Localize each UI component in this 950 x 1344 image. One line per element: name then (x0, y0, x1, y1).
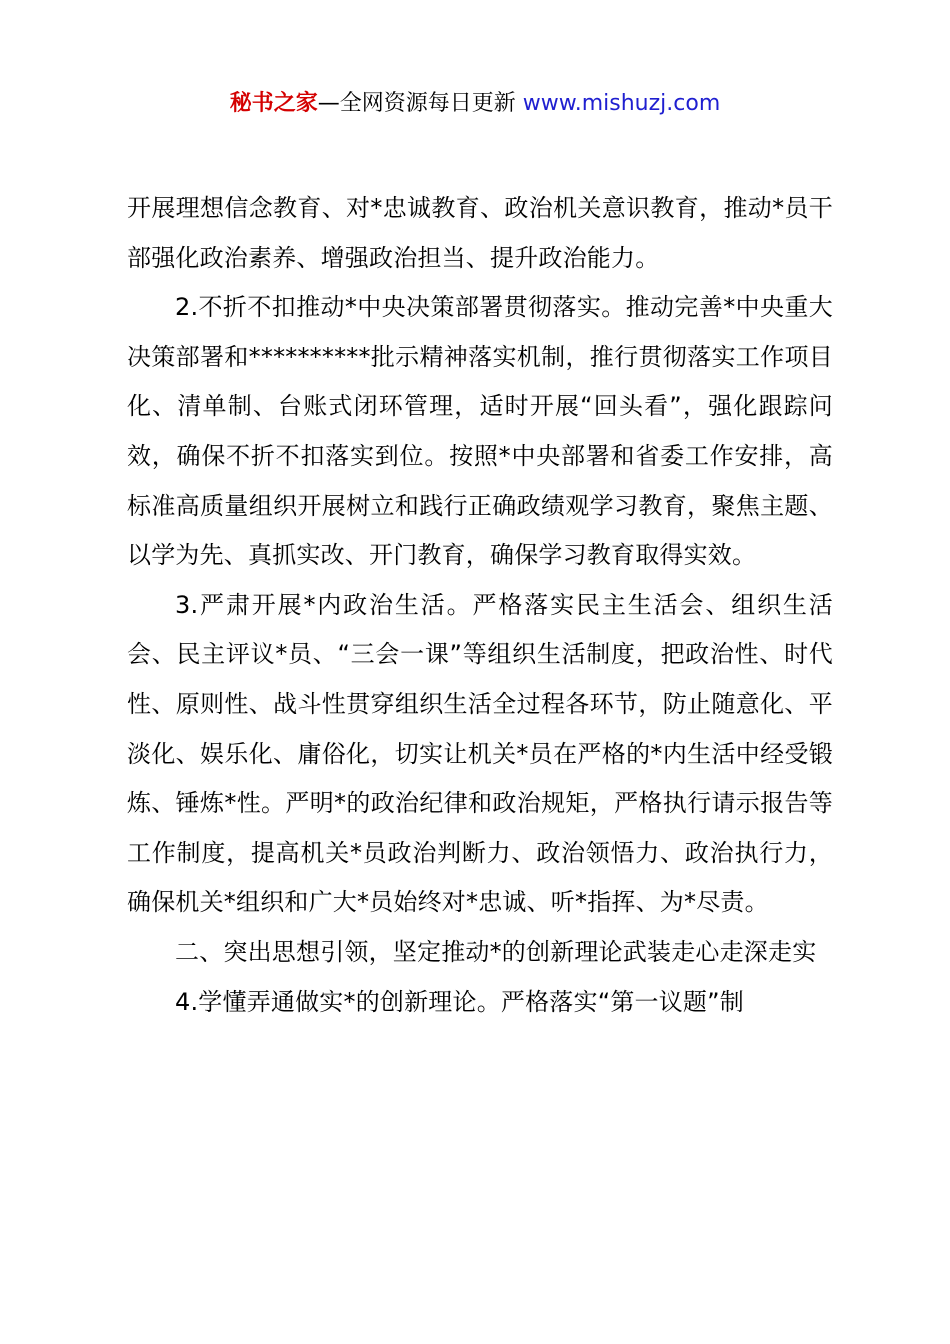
paragraph-continuation: 开展理想信念教育、对*忠诚教育、政治机关意识教育，推动*员干部强化政治素养、增强政治担当、提升政治能力。 (127, 194, 833, 272)
header-tagline: —全网资源每日更新 (317, 91, 523, 116)
site-header (0, 88, 950, 120)
paragraph-item-3: 3.严肃开展*内政治生活。严格落实民主生活会、组织生活会、民主评议*员、“三会一课”等组织生活制度，把政治性、时代性、原则性、战斗性贯穿组织生活全过程各环节，防止随意化、平淡化、娱乐化、庸俗化，切实让机关*员在严格的*内生活中经受锻炼、锤炼*性。严明*的政治纪律和政治规矩，严格执行请示报告等工作制度，提高机关*员政治判断力、政治领悟力、政治执行力，确保机关*组织和广大*员始终对*忠诚、听*指挥、为*尽责。 (127, 590, 833, 917)
paragraph-item-2: 2.不折不扣推动*中央决策部署贯彻落实。推动完善*中央重大决策部署和**********批示精神落实机制，推行贯彻落实工作项目化、清单制、台账式闭环管理，适时开展“回头看”，强化跟踪问效，确保不折不扣落实到位。按照*中央部署和省委工作安排，高标准高质量组织开展树立和践行正确政绩观学习教育，聚焦主题、以学为先、真抓实改、开门教育，确保学习教育取得实效。 (127, 293, 833, 570)
section-heading-2: 二、突出思想引领，坚定推动*的创新理论武装走心走深走实 (175, 937, 817, 966)
site-url-link[interactable]: www.mishuzj.com (522, 91, 721, 116)
document-body (127, 184, 833, 1027)
brand-name: 秘书之家 (229, 91, 318, 116)
paragraph-item-4: 4.学懂弄通做实*的创新理论。严格落实“第一议题”制 (175, 987, 744, 1016)
